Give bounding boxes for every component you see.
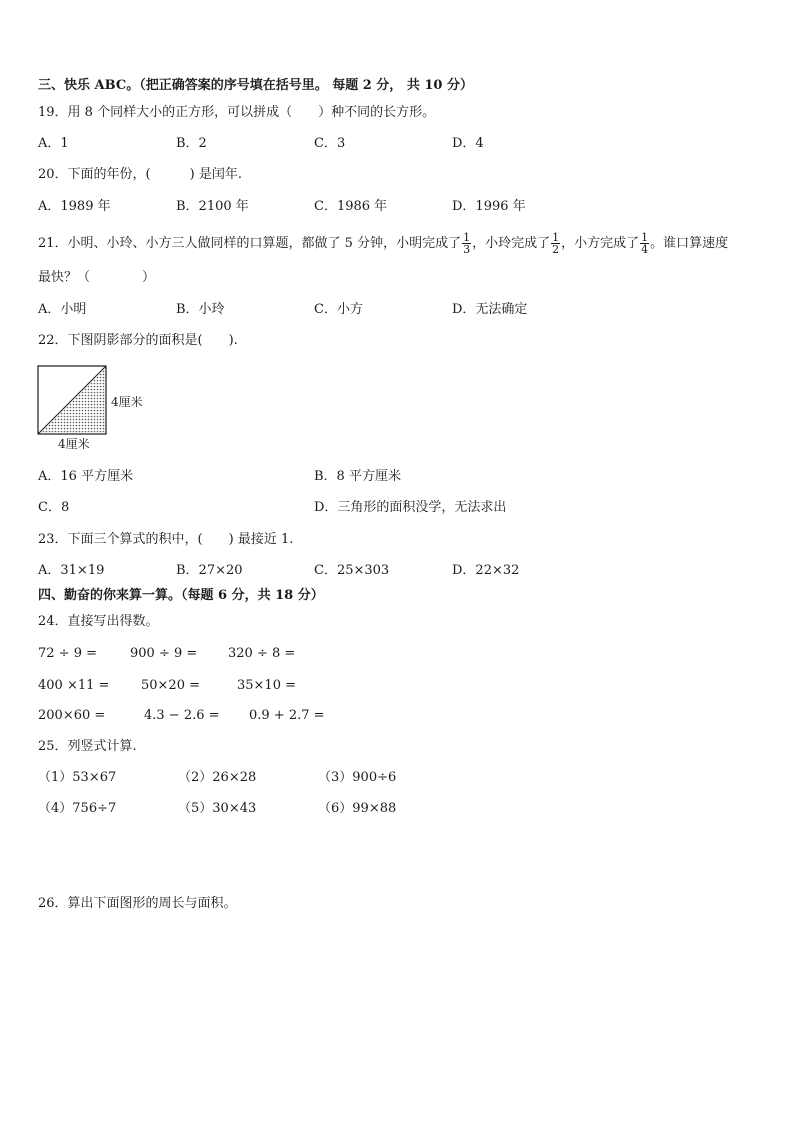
shaded-square-figure [36,364,108,436]
q25-item: （3）900÷6 [318,770,397,785]
q21-stem [38,232,728,255]
q23-option-c: C．25×303 [314,563,390,578]
q24-item: 4.3 − 2.6 = [144,708,220,723]
q25-stem: 25．列竖式计算. [38,739,137,754]
q21-stem-part-4: 。谁口算速度 [650,236,729,251]
q24-item: 400 ×11 = [38,678,110,693]
q24-stem: 24．直接写出得数。 [38,614,159,629]
q20-option-b: B．2100 年 [176,199,249,214]
q25-item: （2）26×28 [178,770,257,785]
q21-stem-part-3: ，小方完成了 [561,236,640,251]
q23-option-b: B．27×20 [176,563,243,578]
q24-item: 72 ÷ 9 = [38,646,97,661]
q23-option-a: A．31×19 [38,563,105,578]
fraction-one-third: $\frac{1}{3}$ [463,231,471,256]
q21-stem-line-2: 最快？（ ） [38,270,156,285]
q21-stem-part-2: ，小玲完成了 [472,236,551,251]
q20-option-d: D．1996 年 [452,199,526,214]
section-3-header: 三、快乐 ABC。（把正确答案的序号填在括号里。 每题 2 分， 共 10 分） [38,78,473,93]
q26-stem: 26．算出下面图形的周长与面积。 [38,896,237,911]
q19-option-b: B．2 [176,136,207,151]
q19-option-a: A．1 [38,136,69,151]
figure-side-label: 4厘米 [111,395,143,409]
section-4-header: 四、勤奋的你来算一算。（每题 6 分，共 18 分） [38,588,324,603]
q19-option-c: C．3 [314,136,346,151]
q22-option-b: B．8 平方厘米 [314,469,401,484]
fraction-one-quarter: $\frac{1}{4}$ [641,231,649,256]
q24-item: 200×60 = [38,708,106,723]
q22-option-c: C．8 [38,500,70,515]
q19-stem: 19．用 8 个同样大小的正方形，可以拼成（ ）种不同的长方形。 [38,105,436,120]
q25-item: （6）99×88 [318,801,397,816]
q24-item: 35×10 = [237,678,297,693]
q24-item: 320 ÷ 8 = [228,646,296,661]
q23-stem: 23．下面三个算式的积中，( ) 最接近 1. [38,532,294,547]
q20-option-c: C．1986 年 [314,199,388,214]
q23-option-d: D．22×32 [452,563,520,578]
q21-option-b: B．小玲 [176,302,225,317]
q25-item: （4）756÷7 [38,801,117,816]
q21-stem-part-1: 21．小明、小玲、小方三人做同样的口算题，都做了 5 分钟，小明完成了 [38,236,462,251]
q21-option-a: A．小明 [38,302,87,317]
q24-item: 900 ÷ 9 = [130,646,198,661]
q25-item: （5）30×43 [178,801,257,816]
figure-bottom-label: 4厘米 [58,437,90,451]
fraction-one-half: $\frac{1}{2}$ [552,231,560,256]
q20-option-a: A．1989 年 [38,199,111,214]
q24-item: 50×20 = [141,678,201,693]
q21-option-d: D．无法确定 [452,302,528,317]
q20-stem: 20．下面的年份，( ) 是闰年. [38,167,242,182]
q25-item: （1）53×67 [38,770,117,785]
q22-option-a: A．16 平方厘米 [38,469,134,484]
q24-item: 0.9 + 2.7 = [249,708,325,723]
q21-option-c: C．小方 [314,302,363,317]
q22-option-d: D．三角形的面积没学，无法求出 [314,500,507,515]
q19-option-d: D．4 [452,136,484,151]
q22-stem: 22．下图阴影部分的面积是( ). [38,333,238,348]
